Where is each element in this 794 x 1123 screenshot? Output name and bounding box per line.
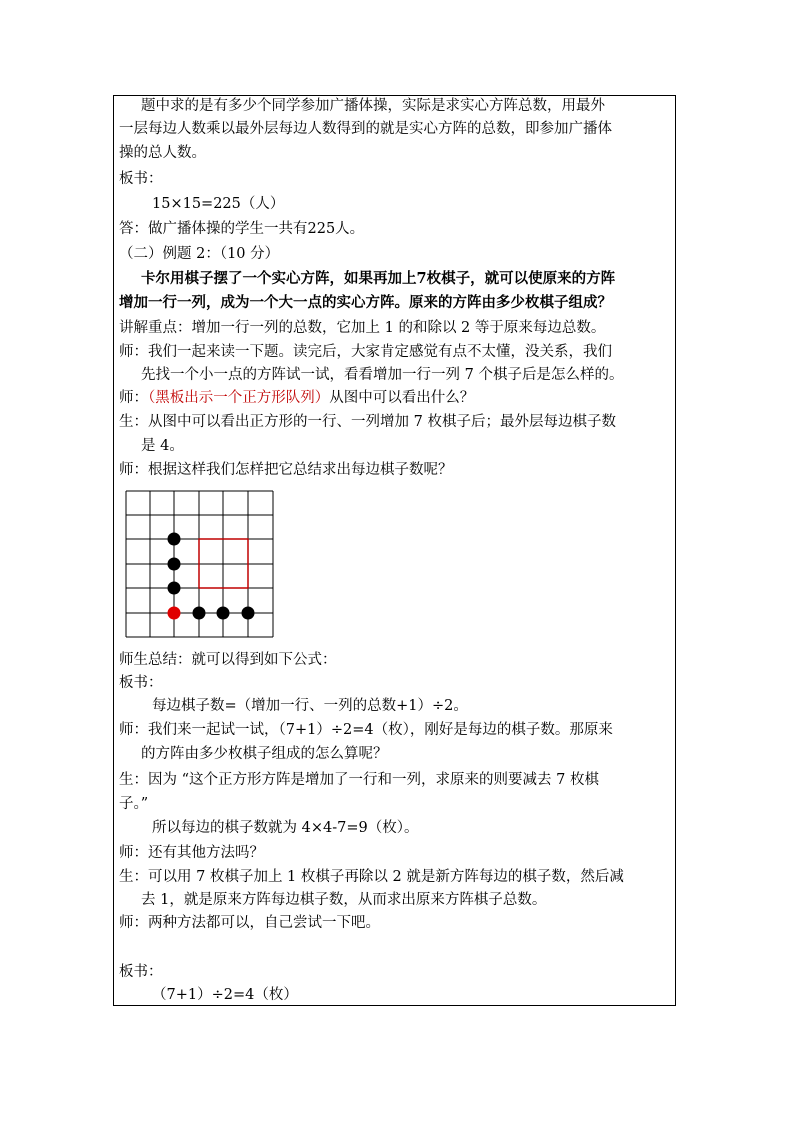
- problem-text: 卡尔用棋子摆了一个实心方阵，如果再加上7枚棋子，就可以使原来的方阵: [141, 270, 616, 287]
- text-line: 师：还有其他方法吗？: [119, 845, 264, 861]
- problem-text: 增加一行一列，成为一个大一点的实心方阵。原来的方阵由多少枚棋子组成？: [119, 294, 612, 311]
- black-stone: [168, 582, 181, 595]
- black-stone: [168, 533, 181, 546]
- section-heading: （二）例题 2：（10 分）: [119, 246, 280, 262]
- black-stone: [242, 607, 255, 620]
- formula-text: 每边棋子数=（增加一行、一列的总数+1）÷2。: [152, 698, 468, 714]
- text-line: 是 4。: [141, 438, 184, 454]
- black-stone: [193, 607, 206, 620]
- text-line: 生：可以用 7 枚棋子加上 1 枚棋子再除以 2 就是新方阵每边的棋子数，然后减: [119, 869, 624, 885]
- text-line: 师：我们来一起试一试，（7+1）÷2=4（枚），刚好是每边的棋子数。那原来: [119, 722, 613, 738]
- text-line: 师生总结：就可以得到如下公式：: [119, 652, 337, 668]
- text-line: 板书：: [119, 675, 163, 691]
- text-line: 板书：: [119, 964, 163, 980]
- text-line: 答：做广播体操的学生一共有225人。: [119, 221, 365, 237]
- text-line: 去 1，就是原来方阵每边棋子数，从而求出原来方阵棋子总数。: [141, 892, 547, 908]
- text-line: 操的总人数。: [119, 145, 206, 161]
- text-line: 的方阵由多少枚棋子组成的怎么算呢？: [141, 746, 388, 762]
- text-line: 先找一个小一点的方阵试一试，看看增加一行一列 7 个棋子后是怎么样的。: [141, 367, 624, 383]
- text-line: 一层每边人数乘以最外层每边人数得到的就是实心方阵的总数，即参加广播体: [119, 121, 612, 137]
- text-line: 板书：: [119, 171, 163, 187]
- text-line: 生：从图中可以看出正方形的一行、一列增加 7 枚棋子后；最外层每边棋子数: [119, 414, 616, 430]
- text-line: 15×15=225（人）: [152, 196, 285, 212]
- text-line: 所以每边的棋子数就为 4×4-7=9（枚）。: [152, 820, 419, 836]
- text-line: 师：两种方法都可以，自己尝试一下吧。: [119, 915, 380, 931]
- red-stone: [168, 607, 181, 620]
- text-line: 生：因为 “这个正方形方阵是增加了一行和一列，求原来的则要减去 7 枚棋: [119, 772, 599, 788]
- speaker-label: 师：: [119, 390, 148, 406]
- text-line: （7+1）÷2=4（枚）: [152, 987, 298, 1003]
- text-line: 师：根据这样我们怎样把它总结求出每边棋子数呢？: [119, 462, 453, 478]
- text-line: 题中求的是有多少个同学参加广播体操，实际是求实心方阵总数，用最外: [141, 98, 605, 114]
- text-line: 子。”: [119, 796, 149, 812]
- black-stone: [168, 558, 181, 571]
- question-text: 从图中可以看出什么？: [329, 390, 475, 406]
- blackboard-note: （黑板出示一个正方形队列）: [148, 390, 330, 406]
- black-stone: [217, 607, 230, 620]
- text-line: 师：我们一起来读一下题。读完后，大家肯定感觉有点不太懂，没关系，我们: [119, 344, 612, 360]
- text-line: 讲解重点：增加一行一列的总数，它加上 1 的和除以 2 等于原来每边总数。: [119, 320, 606, 336]
